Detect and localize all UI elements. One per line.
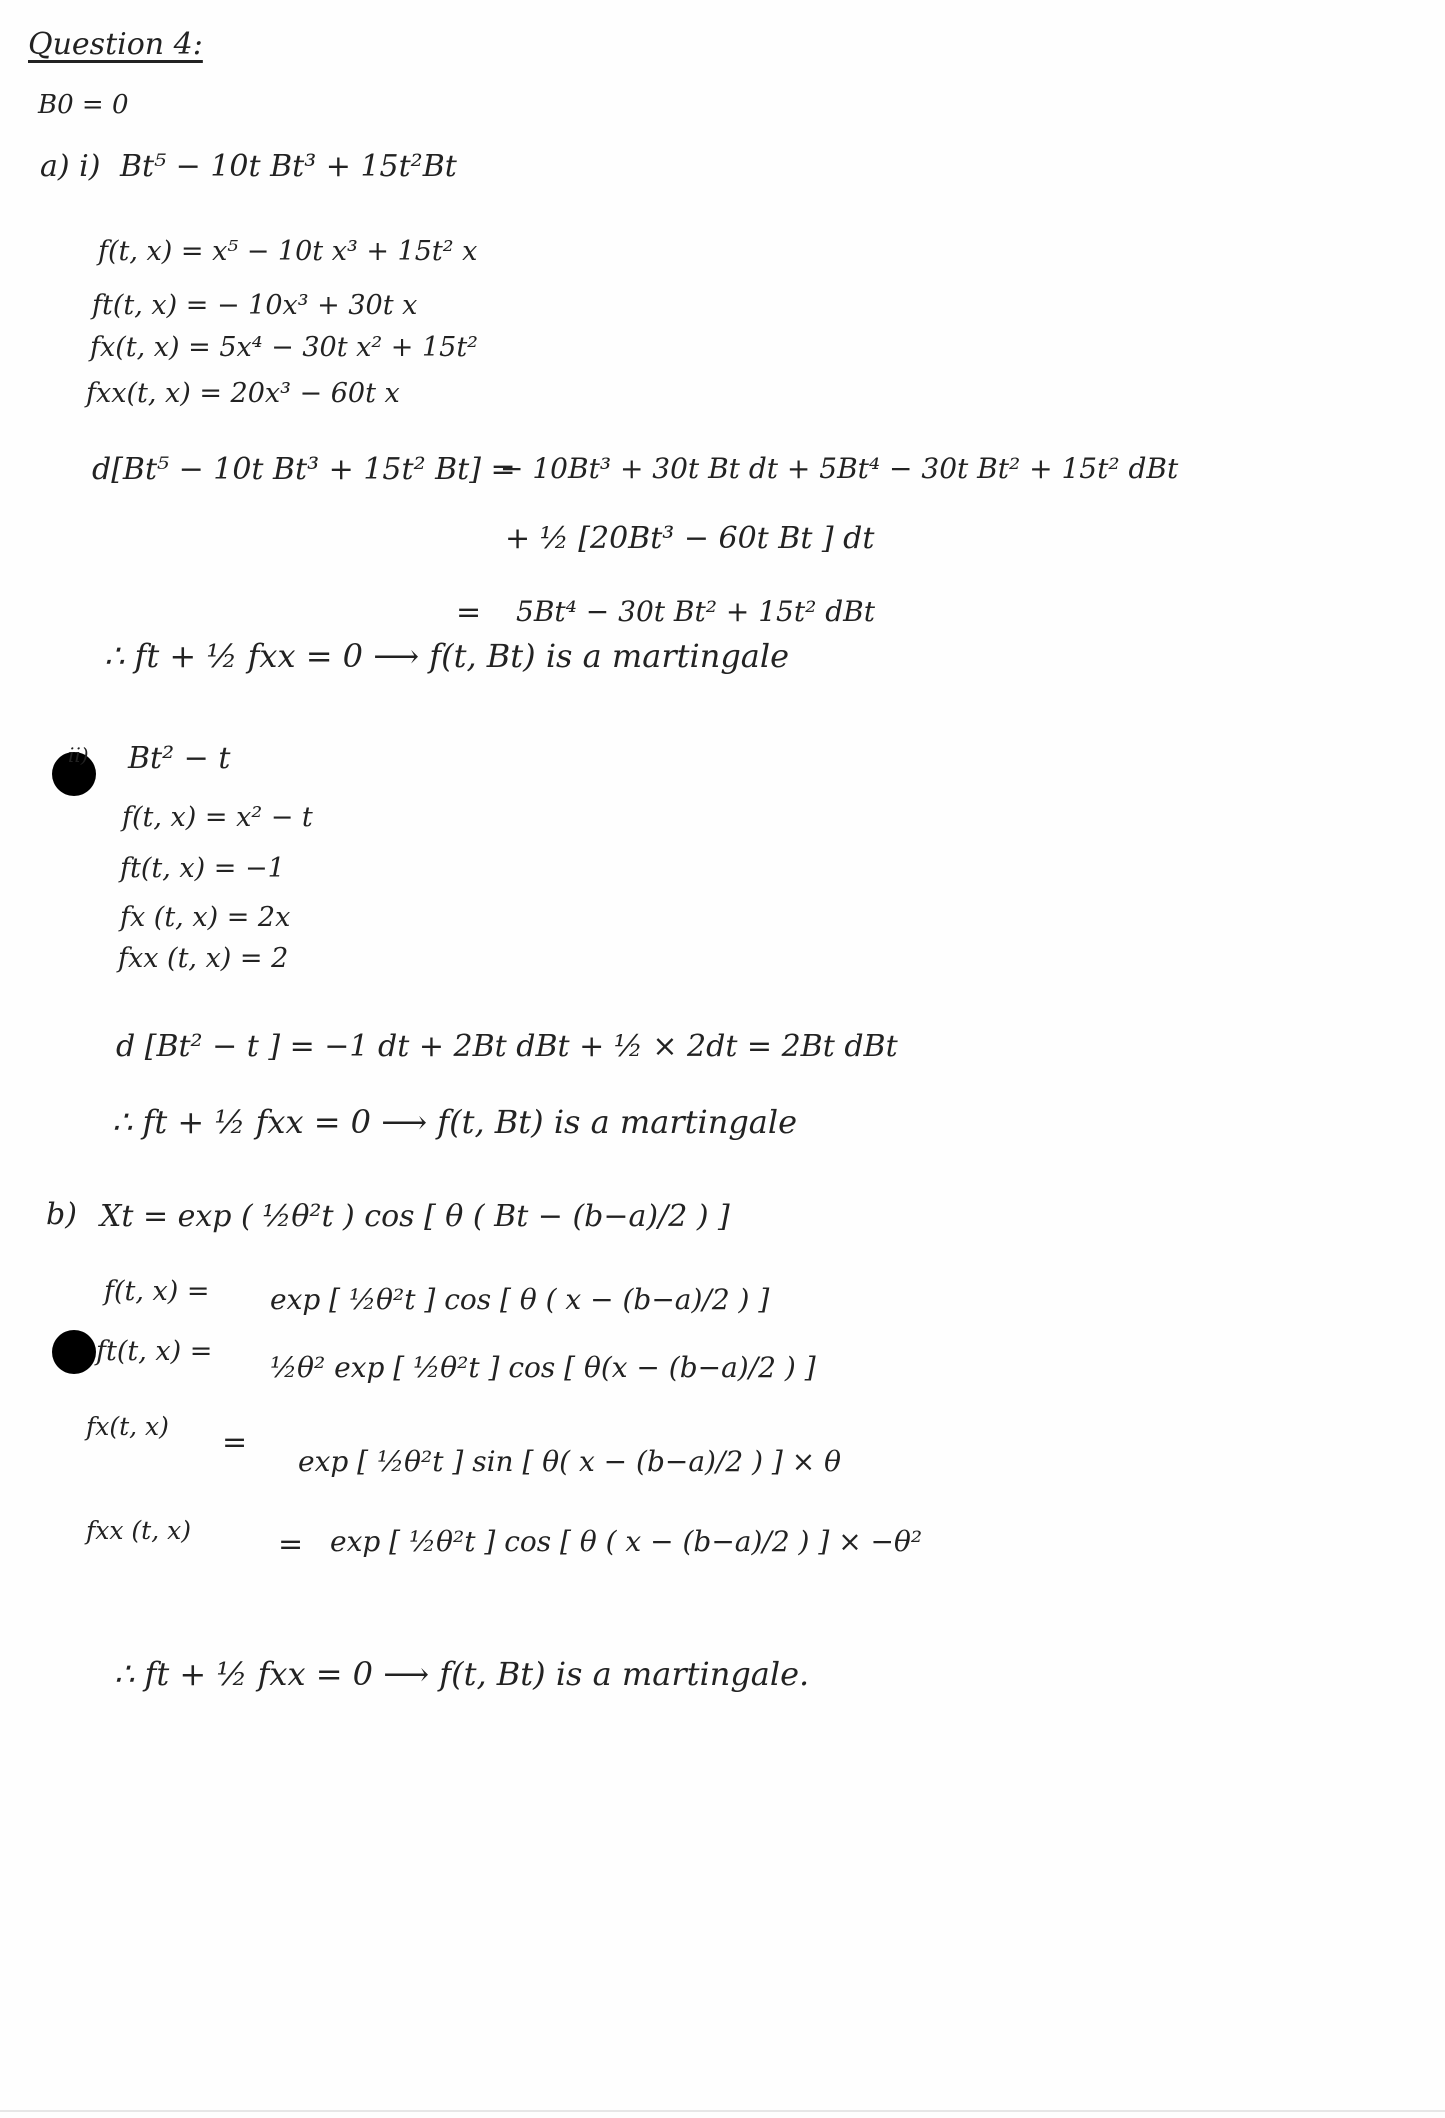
- part-b-fxx-equals: =: [278, 1527, 304, 1562]
- part-b-f: f(t, x) =: [104, 1276, 210, 1307]
- part-b-ft: ft(t, x) =: [96, 1336, 213, 1367]
- question-heading: Question 4:: [28, 27, 203, 62]
- part-a2-conclusion: ∴ ft + ½ fxx = 0 ⟶ f(t, Bt) is a martingale: [112, 1103, 798, 1141]
- part-a-expression: Bt⁵ − 10t Bt³ + 15t²Bt: [120, 149, 457, 184]
- part-a-f: f(t, x) = x⁵ − 10t x³ + 15t² x: [98, 236, 478, 267]
- part-a-ft: ft(t, x) = − 10x³ + 30t x: [92, 290, 418, 321]
- part-a-fx: fx(t, x) = 5x⁴ − 30t x² + 15t²: [90, 332, 478, 363]
- part-a-equals: =: [456, 595, 482, 630]
- part-a-differential-rhs-1: − 10Bt³ + 30t Bt dt + 5Bt⁴ − 30t Bt² + 15t² dBt: [500, 452, 1179, 485]
- redaction-dot: [52, 1330, 96, 1374]
- part-a-differential-lhs: d[Bt⁵ − 10t Bt³ + 15t² Bt] =: [92, 452, 516, 487]
- part-a-fxx: fxx(t, x) = 20x³ − 60t x: [86, 378, 400, 409]
- part-b-ft-rhs: ½θ² exp [ ½θ²t ] cos [ θ(x − (b−a)/2 ) ]: [270, 1351, 816, 1384]
- part-b-fxx-rhs: exp [ ½θ²t ] cos [ θ ( x − (b−a)/2 ) ] × −θ²: [330, 1525, 923, 1558]
- part-b-f-rhs: exp [ ½θ²t ] cos [ θ ( x − (b−a)/2 ) ]: [270, 1283, 770, 1316]
- part-a2-differential: d [Bt² − t ] = −1 dt + 2Bt dBt + ½ × 2dt = 2Bt dBt: [116, 1029, 898, 1064]
- part-b-label: b): [46, 1197, 77, 1232]
- part-a-conclusion: ∴ ft + ½ fxx = 0 ⟶ f(t, Bt) is a martingale: [104, 637, 790, 675]
- part-b-conclusion: ∴ ft + ½ fxx = 0 ⟶ f(t, Bt) is a martingale.: [114, 1655, 810, 1693]
- part-a2-ft: ft(t, x) = −1: [120, 853, 285, 884]
- part-a-label: a) i): [40, 149, 101, 184]
- part-a2-fxx: fxx (t, x) = 2: [118, 943, 289, 974]
- part-b-fx-equals: =: [222, 1425, 248, 1460]
- part-b-fxx: fxx (t, x): [86, 1516, 191, 1545]
- part-a2-fx: fx (t, x) = 2x: [120, 902, 291, 933]
- part-a2-f: f(t, x) = x² − t: [122, 802, 313, 833]
- initial-condition: B0 = 0: [38, 90, 129, 120]
- part-b-fx: fx(t, x): [86, 1412, 169, 1441]
- part-a2-label: ii): [68, 743, 89, 767]
- scan-edge: [0, 2110, 1445, 2112]
- part-a2-expression: Bt² − t: [128, 741, 231, 776]
- part-b-xt: Xt = exp ( ½θ²t ) cos [ θ ( Bt − (b−a)/2 ) ]: [100, 1199, 730, 1234]
- part-a-differential-rhs-2: + ½ [20Bt³ − 60t Bt ] dt: [505, 521, 875, 556]
- part-a-differential-rhs-3: 5Bt⁴ − 30t Bt² + 15t² dBt: [516, 595, 875, 628]
- part-b-fx-rhs: exp [ ½θ²t ] sin [ θ( x − (b−a)/2 ) ] × θ: [298, 1445, 841, 1478]
